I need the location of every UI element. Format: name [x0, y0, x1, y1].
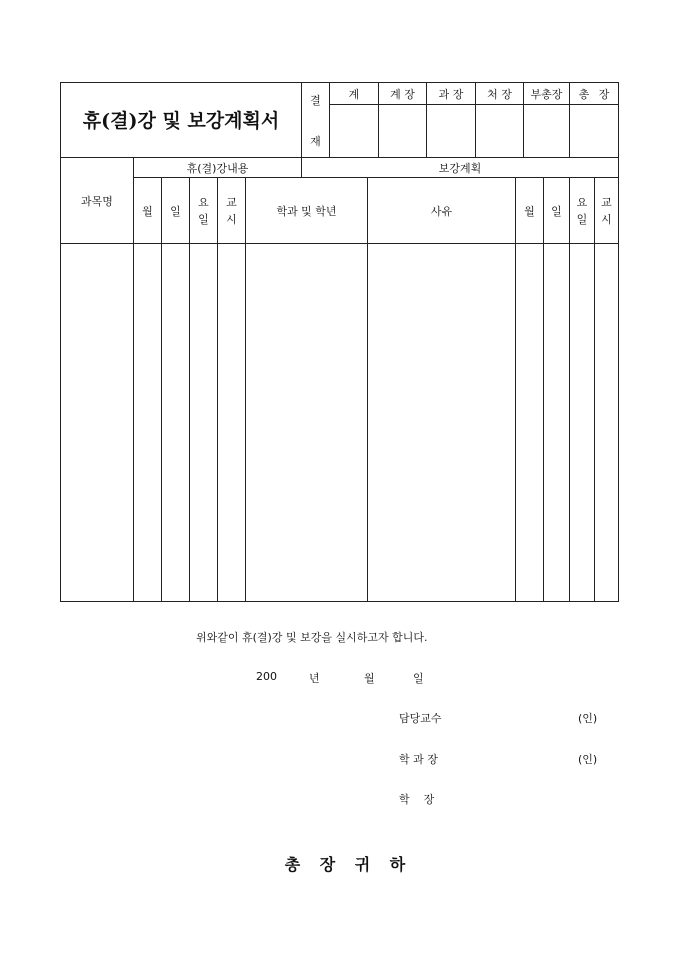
date-day-unit: 일: [413, 672, 424, 685]
signer-dean-label: 학 장: [399, 793, 435, 806]
date-year: 200: [256, 670, 277, 683]
col-dept-year: 학과 및 학년: [276, 205, 337, 218]
approval-role-buchongjang: 부총장: [530, 88, 563, 101]
statement: 위와같이 휴(결)강 및 보강을 실시하고자 합니다.: [196, 631, 428, 644]
signer-professor-label: 담당교수: [399, 712, 442, 725]
section-absence: 휴(결)강내용: [186, 162, 249, 175]
approval-role-gye: 계: [348, 88, 360, 101]
addressee: 총 장 귀 하: [284, 855, 406, 874]
approval-role-chongjang: 총 장: [578, 88, 610, 101]
col-day-makeup: 일: [551, 205, 562, 218]
col-period-makeup: 교 시: [601, 196, 612, 226]
document-title: 휴(결)강 및 보강계획서: [82, 110, 280, 132]
col-subject: 과목명: [81, 195, 113, 208]
col-day: 일: [170, 205, 181, 218]
approval-label-top: 결: [310, 94, 321, 107]
signer-dept-head-label: 학 과 장: [399, 753, 438, 766]
date-year-unit: 년: [309, 672, 320, 685]
col-reason: 사유: [430, 205, 453, 218]
col-period: 교 시: [226, 196, 237, 226]
date-month-unit: 월: [364, 672, 375, 685]
approval-role-gyejang: 계 장: [390, 88, 415, 101]
signer-dept-head-seal: (인): [578, 753, 598, 766]
approval-label-bottom: 재: [310, 135, 321, 148]
col-month-makeup: 월: [524, 205, 535, 218]
col-weekday: 요 일: [198, 196, 209, 226]
col-weekday-makeup: 요 일: [576, 196, 588, 226]
signer-professor-seal: (인): [578, 712, 598, 725]
col-month: 월: [142, 205, 153, 218]
section-makeup: 보강계획: [438, 162, 482, 175]
approval-role-gwajang: 과 장: [438, 88, 464, 101]
approval-role-cheojang: 처 장: [487, 88, 512, 101]
